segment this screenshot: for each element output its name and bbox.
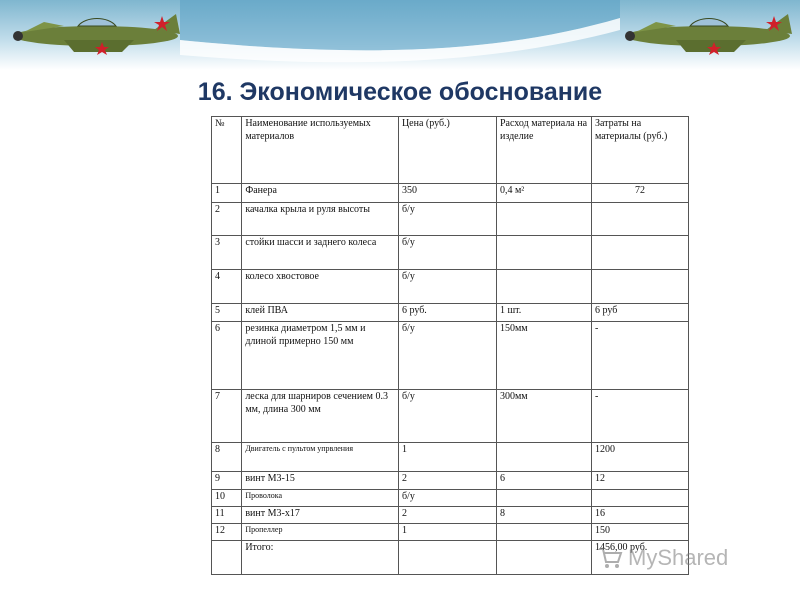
cell-price: б/у (398, 322, 496, 390)
cell-cost: - (591, 322, 688, 390)
cell-usage (496, 270, 591, 304)
header-cost: Затраты на материалы (руб.) (591, 117, 688, 184)
cell-usage (496, 524, 591, 541)
cell-price: 2 (398, 507, 496, 524)
fighter-plane-left-icon (4, 4, 184, 60)
cell-name: Проволока (242, 490, 399, 507)
cell-usage: 300мм (496, 390, 591, 443)
cell-num: 2 (212, 203, 242, 236)
cell-num: 11 (212, 507, 242, 524)
cell-cost: 12 (591, 472, 688, 490)
table-row (212, 490, 689, 507)
cell-price: б/у (398, 490, 496, 507)
cell-price-empty (398, 541, 496, 575)
cell-cost: 6 руб (591, 304, 688, 322)
cell-name: Двигатель с пультом упрвления (242, 443, 399, 472)
cell-name: стойки шасси и заднего колеса (242, 236, 399, 270)
fighter-plane-right-icon (616, 4, 796, 60)
cell-usage: 0,4 м² (496, 184, 591, 203)
cell-cost: 16 (591, 507, 688, 524)
cell-cost (591, 270, 688, 304)
cell-cost: 1200 (591, 443, 688, 472)
slide-title: 16. Экономическое обоснование (197, 78, 603, 106)
watermark-text: MyShared (628, 545, 729, 570)
cell-price: б/у (398, 236, 496, 270)
cell-usage (496, 236, 591, 270)
cell-num: 9 (212, 472, 242, 490)
cell-num: 6 (212, 322, 242, 390)
cart-icon (596, 544, 624, 572)
cell-num: 8 (212, 443, 242, 472)
cell-usage: 8 (496, 507, 591, 524)
cell-name: клей ПВА (242, 304, 399, 322)
cell-name: винт М3-х17 (242, 507, 399, 524)
table-row (212, 184, 689, 203)
cell-num: 5 (212, 304, 242, 322)
cell-name: Пропеллер (242, 524, 399, 541)
cell-name: колесо хвостовое (242, 270, 399, 304)
table-row (212, 270, 689, 304)
header-usage: Расход материала на изделие (496, 117, 591, 184)
cell-name: Фанера (242, 184, 399, 203)
header-name: Наименование используемых материалов (242, 117, 399, 184)
cell-name: качалка крыла и руля высоты (242, 203, 399, 236)
cell-usage-empty (496, 541, 591, 575)
cell-num: 7 (212, 390, 242, 443)
cell-num: 1 (212, 184, 242, 203)
cell-price: б/у (398, 270, 496, 304)
table-row (212, 236, 689, 270)
table-row (212, 390, 689, 443)
cell-price: 6 руб. (398, 304, 496, 322)
cell-num: 3 (212, 236, 242, 270)
cell-cost: 72 (591, 184, 688, 203)
table-row (212, 203, 689, 236)
header-num: № (212, 117, 242, 184)
cell-price: б/у (398, 390, 496, 443)
cell-usage: 6 (496, 472, 591, 490)
table-row (212, 322, 689, 390)
cell-price: 350 (398, 184, 496, 203)
table-row (212, 304, 689, 322)
table-header-row (212, 117, 689, 184)
cell-cost: - (591, 390, 688, 443)
cell-num-empty (212, 541, 242, 575)
cell-usage (496, 443, 591, 472)
table-row (212, 507, 689, 524)
cell-price: 1 (398, 524, 496, 541)
cell-cost (591, 203, 688, 236)
total-value: 1456,00 руб. (591, 541, 688, 575)
cell-name: резинка диаметром 1,5 мм и длиной примерно 150 мм (242, 322, 399, 390)
cell-num: 12 (212, 524, 242, 541)
economic-justification-table (211, 116, 689, 575)
cell-num: 4 (212, 270, 242, 304)
header-price: Цена (руб.) (398, 117, 496, 184)
banner-wave-decoration (180, 0, 620, 70)
cell-num: 10 (212, 490, 242, 507)
cell-cost (591, 490, 688, 507)
myshared-watermark (596, 538, 776, 578)
cell-name: леска для шарниров сечением 0.3 мм, длина 300 мм (242, 390, 399, 443)
cell-cost: 150 (591, 524, 688, 541)
cell-usage: 150мм (496, 322, 591, 390)
cell-cost (591, 236, 688, 270)
cell-usage (496, 203, 591, 236)
table-row (212, 443, 689, 472)
cell-usage: 1 шт. (496, 304, 591, 322)
cell-price: 1 (398, 443, 496, 472)
cell-price: б/у (398, 203, 496, 236)
table-row (212, 472, 689, 490)
total-label: Итого: (242, 541, 399, 575)
cell-usage (496, 490, 591, 507)
cell-name: винт М3-15 (242, 472, 399, 490)
cell-price: 2 (398, 472, 496, 490)
